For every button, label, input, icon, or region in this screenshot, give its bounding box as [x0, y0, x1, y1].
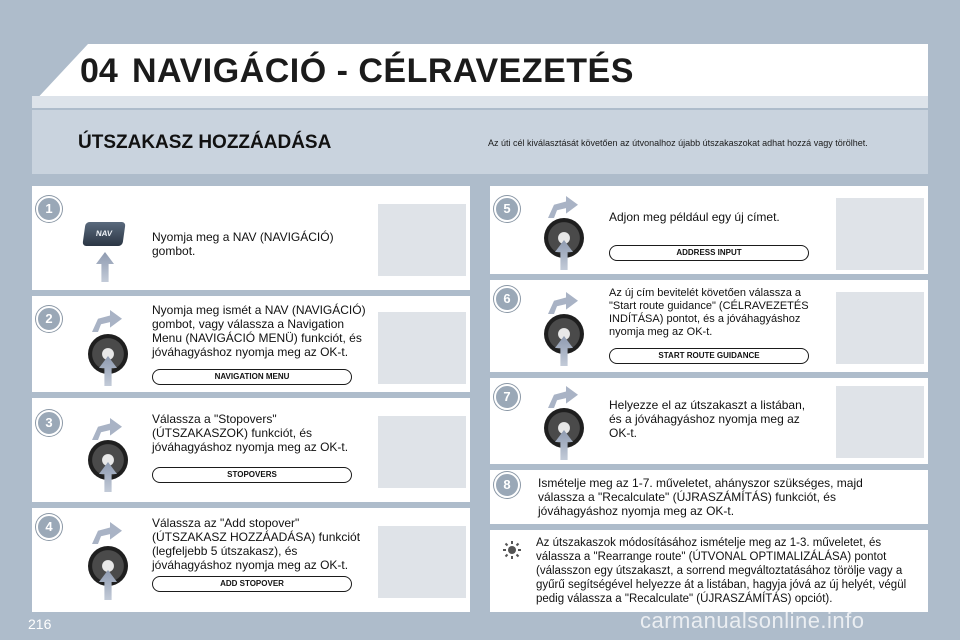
step-badge-8: 8	[494, 472, 520, 498]
menu-pill-stopovers: STOPOVERS	[152, 467, 352, 483]
step-badge-1: 1	[36, 196, 62, 222]
radio-panel-image	[378, 526, 466, 598]
menu-pill-address-input: ADDRESS INPUT	[609, 245, 809, 261]
step-text-7: Helyezze el az útszakaszt a listában, és a jóváhagyáshoz nyomja meg az OK-t.	[609, 398, 806, 440]
radio-panel-image	[378, 204, 466, 276]
step-badge-7: 7	[494, 384, 520, 410]
step-badge-2: 2	[36, 306, 62, 332]
tip-text: Az útszakaszok módosításához ismételje meg az 1-3. műveletet, és válassza a "Rearrange route" (ÚTVONAL OPTIMALIZÁLÁSA) pontot (válasszon egy útszakaszt, a sorrend megváltoztatásához törölje vagy a gyűrű segítségével helyezze át a listában, hagyja jóvá az új helyét, végül pedig válassza a "Recalculate" (ÚJRASZÁMÍTÁS) opciót).	[536, 537, 907, 605]
menu-pill-navigation-menu: NAVIGATION MENU	[152, 369, 352, 385]
step-text-5: Adjon meg például egy új címet.	[609, 210, 780, 224]
sun-icon	[502, 540, 522, 560]
step-badge-4: 4	[36, 514, 62, 540]
section-description: Az úti cél kiválasztását követően az útvonalhoz újabb útszakaszokat adhat hozzá vagy törölhet.	[488, 138, 868, 148]
step-text-8: Ismételje meg az 1-7. műveletet, ahányszor szükséges, majd válassza a "Recalculate" (ÚJRASZÁMÍTÁS) funkciót, és jóváhagyáshoz nyomja meg az OK-t.	[538, 476, 863, 518]
step-text-3: Válassza a "Stopovers" (ÚTSZAKASZOK) funkciót, és jóváhagyáshoz nyomja meg az OK-t.	[152, 412, 349, 454]
step-text-2: Nyomja meg ismét a NAV (NAVIGÁCIÓ) gombot, vagy válassza a Navigation Menu (NAVIGÁCIÓ MENÜ) funkciót, és jóváhagyáshoz nyomja meg az OK-t.	[152, 303, 366, 359]
step-text-6: Az új cím bevitelét követően válassza a "Start route guidance" (CÉLRAVEZETÉS INDÍTÁSA) pontot, és a jóváhagyáshoz nyomja meg az OK-t.	[609, 287, 809, 338]
watermark: carmanualsonline.info	[640, 608, 865, 633]
page-number: 216	[28, 616, 52, 632]
step-badge-6: 6	[494, 286, 520, 312]
radio-panel-image	[378, 312, 466, 384]
radio-panel-image	[378, 416, 466, 488]
step-badge-5: 5	[494, 196, 520, 222]
header-decoration	[32, 96, 928, 108]
step-badge-3: 3	[36, 410, 62, 436]
step-text-1: Nyomja meg a NAV (NAVIGÁCIÓ) gombot.	[152, 230, 334, 258]
chapter-title: NAVIGÁCIÓ - CÉLRAVEZETÉS	[132, 52, 634, 90]
menu-pill-add-stopover: ADD STOPOVER	[152, 576, 352, 592]
step-text-4: Válassza az "Add stopover" (ÚTSZAKASZ HOZZÁADÁSA) funkciót (legfeljebb 5 útszakasz), és jóváhagyáshoz nyomja meg az OK-t.	[152, 516, 361, 572]
chapter-number: 04	[80, 52, 118, 90]
radio-panel-image	[836, 198, 924, 270]
section-title: ÚTSZAKASZ HOZZÁADÁSA	[78, 132, 332, 153]
radio-panel-image	[836, 292, 924, 364]
nav-button: NAV	[82, 222, 125, 246]
menu-pill-start-route-guidance: START ROUTE GUIDANCE	[609, 348, 809, 364]
radio-panel-image	[836, 386, 924, 458]
